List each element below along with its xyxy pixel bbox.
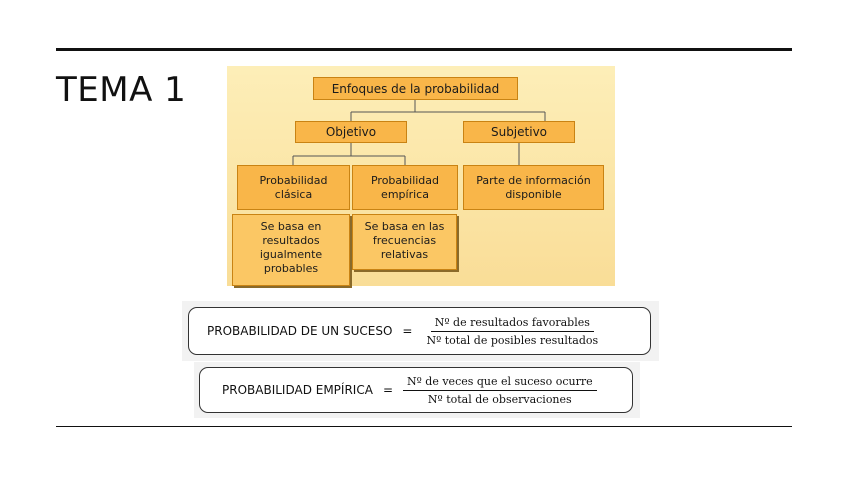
fraction: [422, 316, 602, 347]
empirical-desc-box: Se basa en las frecuencias relativas: [352, 214, 457, 270]
empirical-box: Probabilidad empírica: [352, 165, 458, 210]
bottom-rule: [56, 426, 792, 427]
fraction-denominator: Nº total de posibles resultados: [426, 333, 599, 347]
equals-sign: =: [382, 383, 393, 397]
subjective-desc-box: Parte de información disponible: [463, 165, 604, 210]
formula-panel-2: [194, 362, 640, 418]
subjective-box: Subjetivo: [463, 121, 575, 143]
classical-desc-box: Se basa en resultados igualmente probables: [232, 214, 350, 286]
formula-label: PROBABILIDAD DE UN SUCESO: [207, 324, 393, 338]
formula-label: PROBABILIDAD EMPÍRICA: [222, 383, 373, 397]
root-box: Enfoques de la probabilidad: [313, 77, 518, 100]
fraction-denominator: Nº total de observaciones: [427, 392, 572, 406]
equals-sign: =: [402, 324, 413, 338]
formula-probability-event: [188, 307, 651, 355]
fraction-numerator: Nº de resultados favorables: [431, 316, 594, 332]
fraction-numerator: Nº de veces que el suceso ocurre: [403, 375, 597, 391]
slide-title: TEMA 1: [56, 70, 187, 110]
formula-empirical-probability: [199, 367, 633, 413]
top-rule: [56, 48, 792, 51]
formula-panel-1: [182, 301, 659, 361]
probability-approaches-diagram: [227, 66, 615, 286]
fraction: [403, 375, 597, 406]
objective-box: Objetivo: [295, 121, 407, 143]
classical-box: Probabilidad clásica: [237, 165, 350, 210]
